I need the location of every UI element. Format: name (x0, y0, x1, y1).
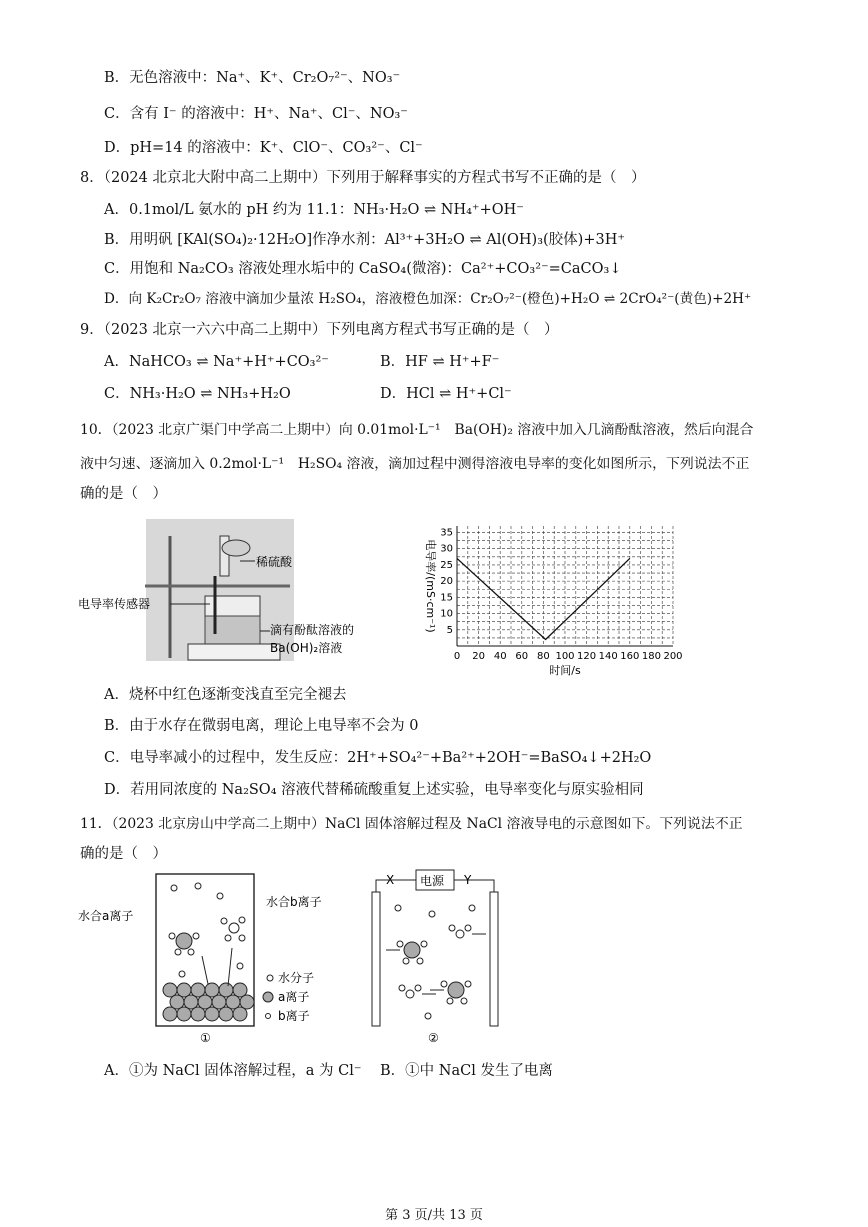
x-tick-label: 60 (515, 651, 529, 662)
label-water-molecule: 水分子 (278, 971, 315, 985)
crystal-a-ion (191, 1007, 205, 1021)
ion-item: Na⁺ (288, 106, 318, 122)
q10-stem-line2: 液中匀速、逐滴加入 0.2mol·L⁻¹ H₂SO₄ 溶液，滴加过程中测得溶液电导率的变化如图所示，下列说法不正 (80, 456, 750, 472)
q7-b-prefix: B．无色溶液中： (104, 70, 217, 86)
x-tick-label: 200 (663, 651, 683, 662)
x-tick-label: 180 (641, 651, 661, 662)
separator: 、 (355, 106, 370, 122)
q7-option-b (104, 68, 400, 88)
label-a-ion: a离子 (278, 990, 310, 1004)
ion-item: NO₃⁻ (362, 70, 401, 86)
q9-option-d: D．HCl ⇌ H⁺+Cl⁻ (380, 386, 512, 402)
label-conductivity-sensor: 电导率传感器 (78, 597, 151, 611)
ion-item: Na⁺ (216, 70, 246, 86)
q7-b-ions (216, 70, 400, 86)
q7-d-prefix: D．pH=14 的溶液中： (104, 140, 260, 156)
separator: 、 (278, 140, 293, 156)
q9-option-b: B．HF ⇌ H⁺+F⁻ (380, 354, 500, 370)
crystal-a-ion (233, 1007, 247, 1021)
q7-option-d (104, 138, 423, 158)
x-tick-label: 20 (472, 651, 485, 662)
q11-option-a: A．①为 NaCl 固体溶解过程，a 为 Cl⁻ (104, 1063, 362, 1079)
crystal-a-ion (163, 1007, 177, 1021)
ion-item: ClO⁻ (292, 140, 329, 156)
y-tick-label: 20 (440, 576, 453, 588)
y-tick-label: 5 (446, 624, 453, 636)
label-hydrated-a-ion: 水合a离子 (78, 909, 134, 923)
q8-option-c: C．用饱和 Na₂CO₃ 溶液处理水垢中的 CaSO₄(微溶)：Ca²⁺+CO₃²⁻=CaCO₃↓ (104, 261, 622, 277)
crystal-a-ion (205, 1007, 219, 1021)
label-electrode-x: X (386, 873, 395, 887)
conductivity-chart (415, 516, 685, 676)
q7-option-c (104, 104, 408, 124)
q7-d-ions (260, 140, 423, 156)
x-tick-label: 80 (537, 651, 550, 662)
q9-stem: 9．（2023 北京一六六中高二上期中）下列电离方程式书写正确的是（ ） (80, 322, 559, 338)
q11-stem-line2: 确的是（ ） (80, 846, 167, 862)
q8-stem: 8．（2024 北京北大附中高二上期中）下列用于解释事实的方程式书写不正确的是（ ） (80, 170, 646, 186)
q10-stem-line1: 10．（2023 北京广渠门中学高二上期中）向 0.01mol·L⁻¹ Ba(OH)₂ 溶液中加入几滴酚酞溶液，然后向混合 (80, 422, 754, 438)
separator: 、 (384, 140, 400, 156)
separator: 、 (245, 70, 260, 86)
q8-option-b: B．用明矾 [KAl(SO₄)₂·12H₂O]作净水剂：Al³⁺+3H₂O ⇌ Al(OH)₃(胶体)+3H⁺ (104, 232, 626, 248)
q10-option-a: A．烧杯中红色逐渐变浅直至完全褪去 (104, 687, 347, 703)
x-tick-label: 0 (453, 651, 461, 662)
label-dilute-sulfuric-acid: 稀硫酸 (256, 555, 293, 569)
label-solution-line2: Ba(OH)₂溶液 (270, 641, 343, 655)
ion-item: NO₃⁻ (369, 106, 408, 122)
apparatus-drawing (70, 516, 355, 666)
label-electrode-y: Y (464, 873, 472, 887)
x-tick-label: 160 (620, 651, 640, 662)
ion-item: Cl⁻ (399, 140, 423, 156)
nacl-dissolution-figure (70, 866, 370, 1046)
q9-option-a: A．NaHCO₃ ⇌ Na⁺+H⁺+CO₃²⁻ (104, 354, 329, 370)
label-hydrated-b-ion: 水合b离子 (266, 895, 322, 909)
separator: 、 (347, 70, 363, 86)
y-tick-label: 30 (440, 543, 453, 555)
q8-option-d: D．向 K₂Cr₂O₇ 溶液中滴加少量浓 H₂SO₄，溶液橙色加深：Cr₂O₇²⁻(橙色)+H₂O ⇌ 2CrO₄²⁻(黄色)+2H⁺ (104, 291, 752, 307)
label-solution-line1: 滴有酚酞溶液的 (270, 623, 355, 637)
ion-item: K⁺ (259, 140, 279, 156)
q9-option-c: C．NH₃·H₂O ⇌ NH₃+H₂O (104, 386, 291, 402)
x-tick-label: 140 (598, 651, 618, 662)
q10-stem-line3: 确的是（ ） (80, 486, 167, 502)
q10-option-b: B．由于水存在微弱电离，理论上电导率不会为 0 (104, 718, 419, 734)
conductivity-chart-svg (415, 516, 685, 676)
separator: 、 (274, 106, 289, 122)
q8-option-a: A．0.1mol/L 氨水的 pH 约为 11.1：NH₃·H₂O ⇌ NH₄⁺+OH⁻ (104, 202, 524, 218)
q10-option-c: C．电导率减小的过程中，发生反应：2H⁺+SO₄²⁻+Ba²⁺+2OH⁻=BaSO₄↓+2H₂O (104, 750, 652, 766)
y-tick-label: 10 (440, 608, 453, 620)
x-tick-label: 120 (577, 651, 597, 662)
crystal-a-ion (177, 1007, 191, 1021)
conduction-drawing (368, 866, 518, 1046)
page-footer: 第 3 页/共 13 页 (385, 1208, 483, 1223)
figure-1-number: ① (200, 1031, 211, 1045)
y-tick-label: 25 (440, 559, 453, 571)
y-axis-label: 电导率/(mS·cm⁻¹) (424, 539, 437, 633)
figure-2-number: ② (428, 1031, 439, 1045)
conductivity-apparatus-figure (70, 516, 355, 666)
nacl-conduction-figure (368, 866, 518, 1046)
y-tick-label: 35 (440, 527, 453, 539)
ion-item: Cl⁻ (332, 106, 356, 122)
ion-item: CO₃²⁻ (342, 140, 385, 156)
y-tick-label: 15 (440, 592, 453, 604)
ion-item: K⁺ (259, 70, 279, 86)
separator: 、 (317, 106, 333, 122)
separator: 、 (278, 70, 293, 86)
q11-option-b: B．①中 NaCl 发生了电离 (380, 1063, 553, 1079)
label-b-ion: b离子 (278, 1009, 310, 1023)
x-tick-label: 40 (493, 651, 507, 662)
separator: 、 (328, 140, 343, 156)
q7-c-prefix: C．含有 I⁻ 的溶液中： (104, 106, 254, 122)
q10-option-d: D．若用同浓度的 Na₂SO₄ 溶液代替稀硫酸重复上述实验，电导率变化与原实验相同 (104, 782, 644, 798)
q11-stem-line1: 11．（2023 北京房山中学高二上期中）NaCl 固体溶解过程及 NaCl 溶液导电的示意图如下。下列说法不正 (80, 816, 743, 832)
ion-item: H⁺ (253, 106, 275, 122)
x-axis-label: 时间/s (549, 664, 581, 677)
ion-item: Cr₂O₇²⁻ (292, 70, 348, 86)
label-power-source: 电源 (420, 874, 445, 888)
crystal-a-ion (219, 1007, 233, 1021)
x-tick-label: 100 (555, 651, 575, 662)
dissolution-drawing (70, 866, 370, 1046)
q7-c-ions (254, 106, 408, 122)
